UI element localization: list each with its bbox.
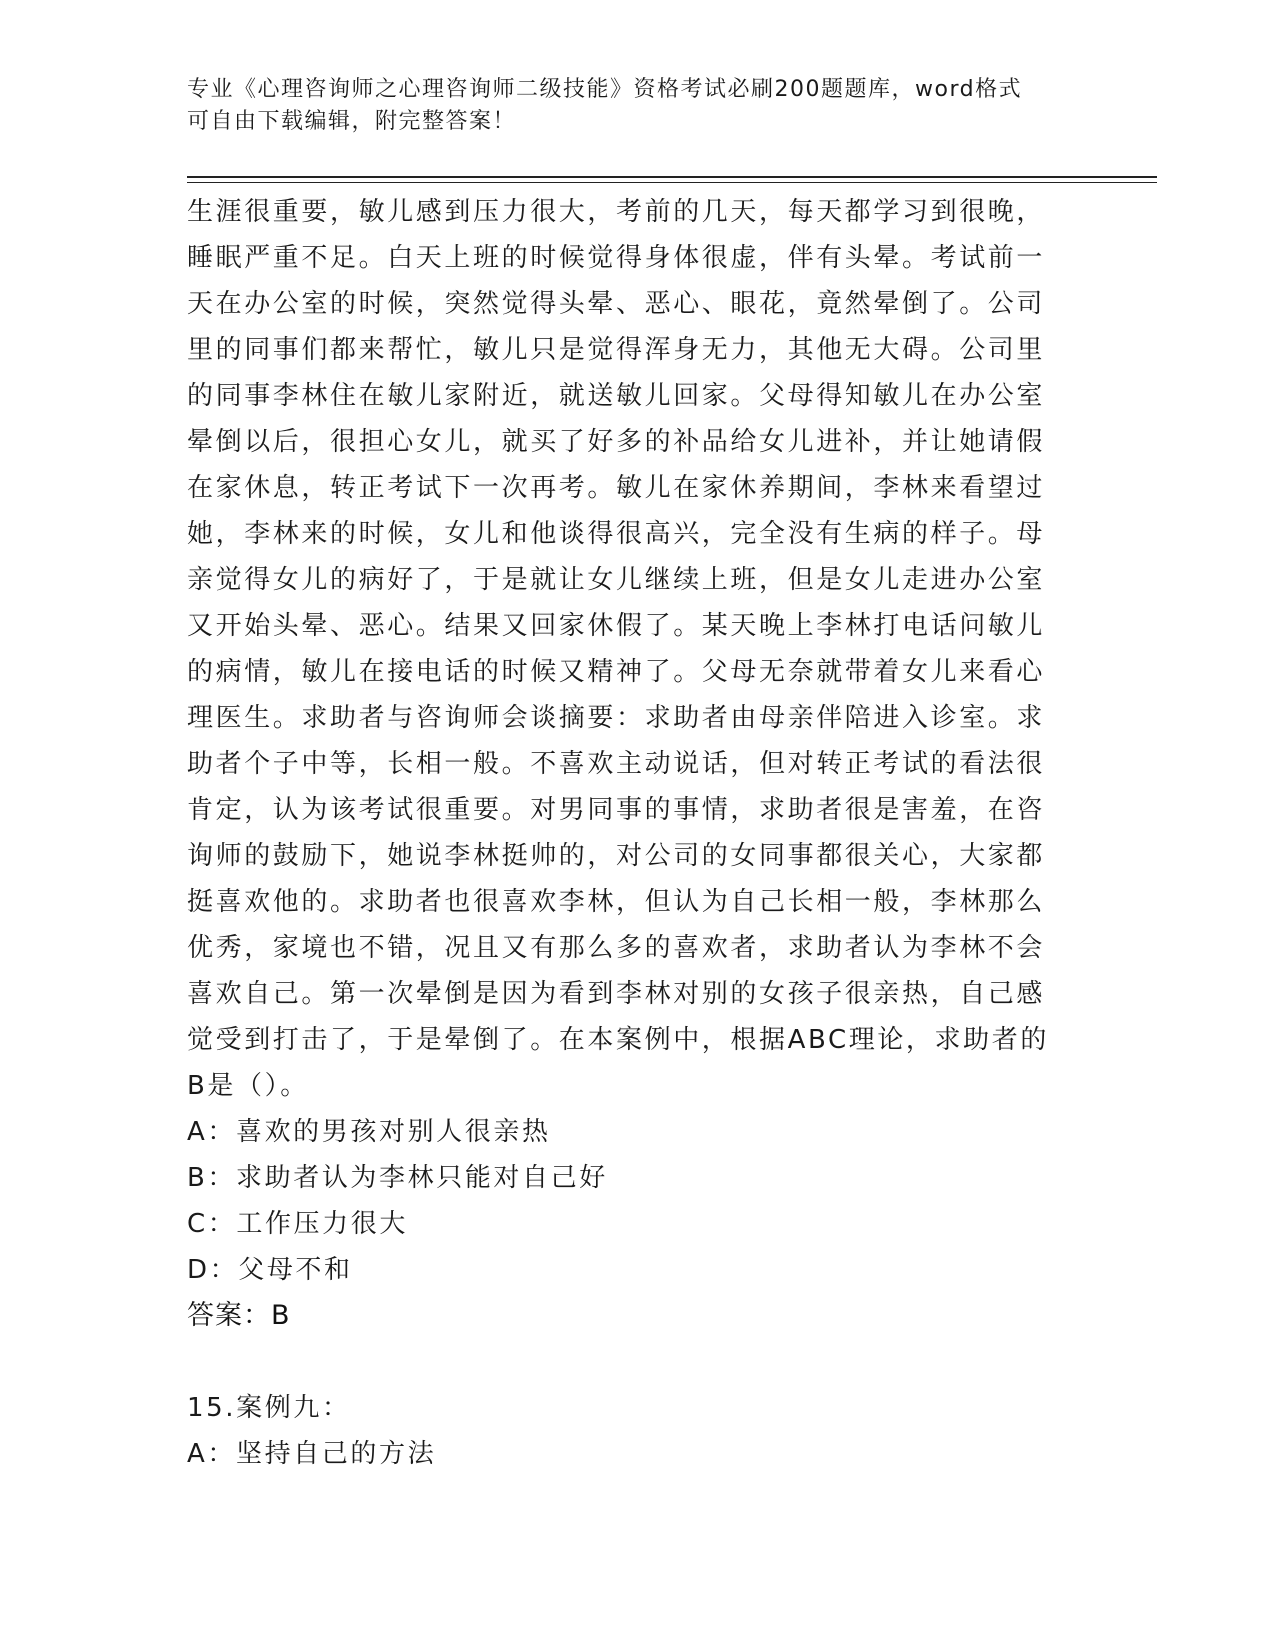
- stem-line: 询师的鼓励下，她说李林挺帅的，对公司的女同事都很关心，大家都: [187, 841, 1046, 871]
- stem-line: 的病情，敏儿在接电话的时候又精神了。父母无奈就带着女儿来看心: [187, 657, 1046, 687]
- option-list: [187, 1109, 1067, 1293]
- header-line-1: 专业《心理咨询师之心理咨询师二级技能》资格考试必刷200题题库，word格式: [187, 77, 1023, 102]
- next-option-a: A：坚持自己的方法: [187, 1439, 437, 1469]
- next-question-title: 15.案例九：: [187, 1393, 351, 1423]
- option-a: A：喜欢的男孩对别人很亲热: [187, 1117, 551, 1147]
- answer-label: 答案：B: [187, 1300, 291, 1331]
- option-c: C：工作压力很大: [187, 1209, 408, 1239]
- header-divider-thin: [187, 182, 1157, 183]
- option-d: D：父母不和: [187, 1255, 353, 1285]
- stem-line: B是（）。: [187, 1071, 309, 1101]
- stem-line: 助者个子中等，长相一般。不喜欢主动说话，但对转正考试的看法很: [187, 749, 1046, 779]
- stem-line: 睡眠严重不足。白天上班的时候觉得身体很虚，伴有头晕。考试前一: [187, 243, 1046, 273]
- question-body: [187, 189, 1067, 1477]
- stem-line: 挺喜欢他的。求助者也很喜欢李林，但认为自己长相一般，李林那么: [187, 887, 1046, 917]
- stem-line: 她，李林来的时候，女儿和他谈得很高兴，完全没有生病的样子。母: [187, 519, 1046, 549]
- stem-line: 亲觉得女儿的病好了，于是就让女儿继续上班，但是女儿走进办公室: [187, 565, 1046, 595]
- stem-line: 的同事李林住在敏儿家附近，就送敏儿回家。父母得知敏儿在办公室: [187, 381, 1046, 411]
- stem-line: 肯定，认为该考试很重要。对男同事的事情，求助者很是害羞，在咨: [187, 795, 1046, 825]
- spacer: [187, 1339, 1067, 1385]
- header-line-2: 可自由下载编辑，附完整答案！: [187, 109, 517, 134]
- header-divider-thick: [187, 176, 1157, 178]
- stem-line: 在家休息，转正考试下一次再考。敏儿在家休养期间，李林来看望过: [187, 473, 1046, 503]
- question-stem: [187, 189, 1067, 1109]
- stem-line: 又开始头晕、恶心。结果又回家休假了。某天晚上李林打电话问敏儿: [187, 611, 1046, 641]
- stem-line: 天在办公室的时候，突然觉得头晕、恶心、眼花，竟然晕倒了。公司: [187, 289, 1046, 319]
- stem-line: 优秀，家境也不错，况且又有那么多的喜欢者，求助者认为李林不会: [187, 933, 1046, 963]
- page-header: [187, 74, 1067, 138]
- stem-line: 觉受到打击了，于是晕倒了。在本案例中，根据ABC理论，求助者的: [187, 1025, 1049, 1055]
- stem-line: 喜欢自己。第一次晕倒是因为看到李林对别的女孩子很亲热，自己感: [187, 979, 1046, 1009]
- stem-line: 生涯很重要，敏儿感到压力很大，考前的几天，每天都学习到很晚，: [187, 197, 1046, 227]
- stem-line: 理医生。求助者与咨询师会谈摘要：求助者由母亲伴陪进入诊室。求: [187, 703, 1046, 733]
- stem-line: 晕倒以后，很担心女儿，就买了好多的补品给女儿进补，并让她请假: [187, 427, 1046, 457]
- stem-line: 里的同事们都来帮忙，敏儿只是觉得浑身无力，其他无大碍。公司里: [187, 335, 1046, 365]
- option-b: B：求助者认为李林只能对自己好: [187, 1163, 608, 1193]
